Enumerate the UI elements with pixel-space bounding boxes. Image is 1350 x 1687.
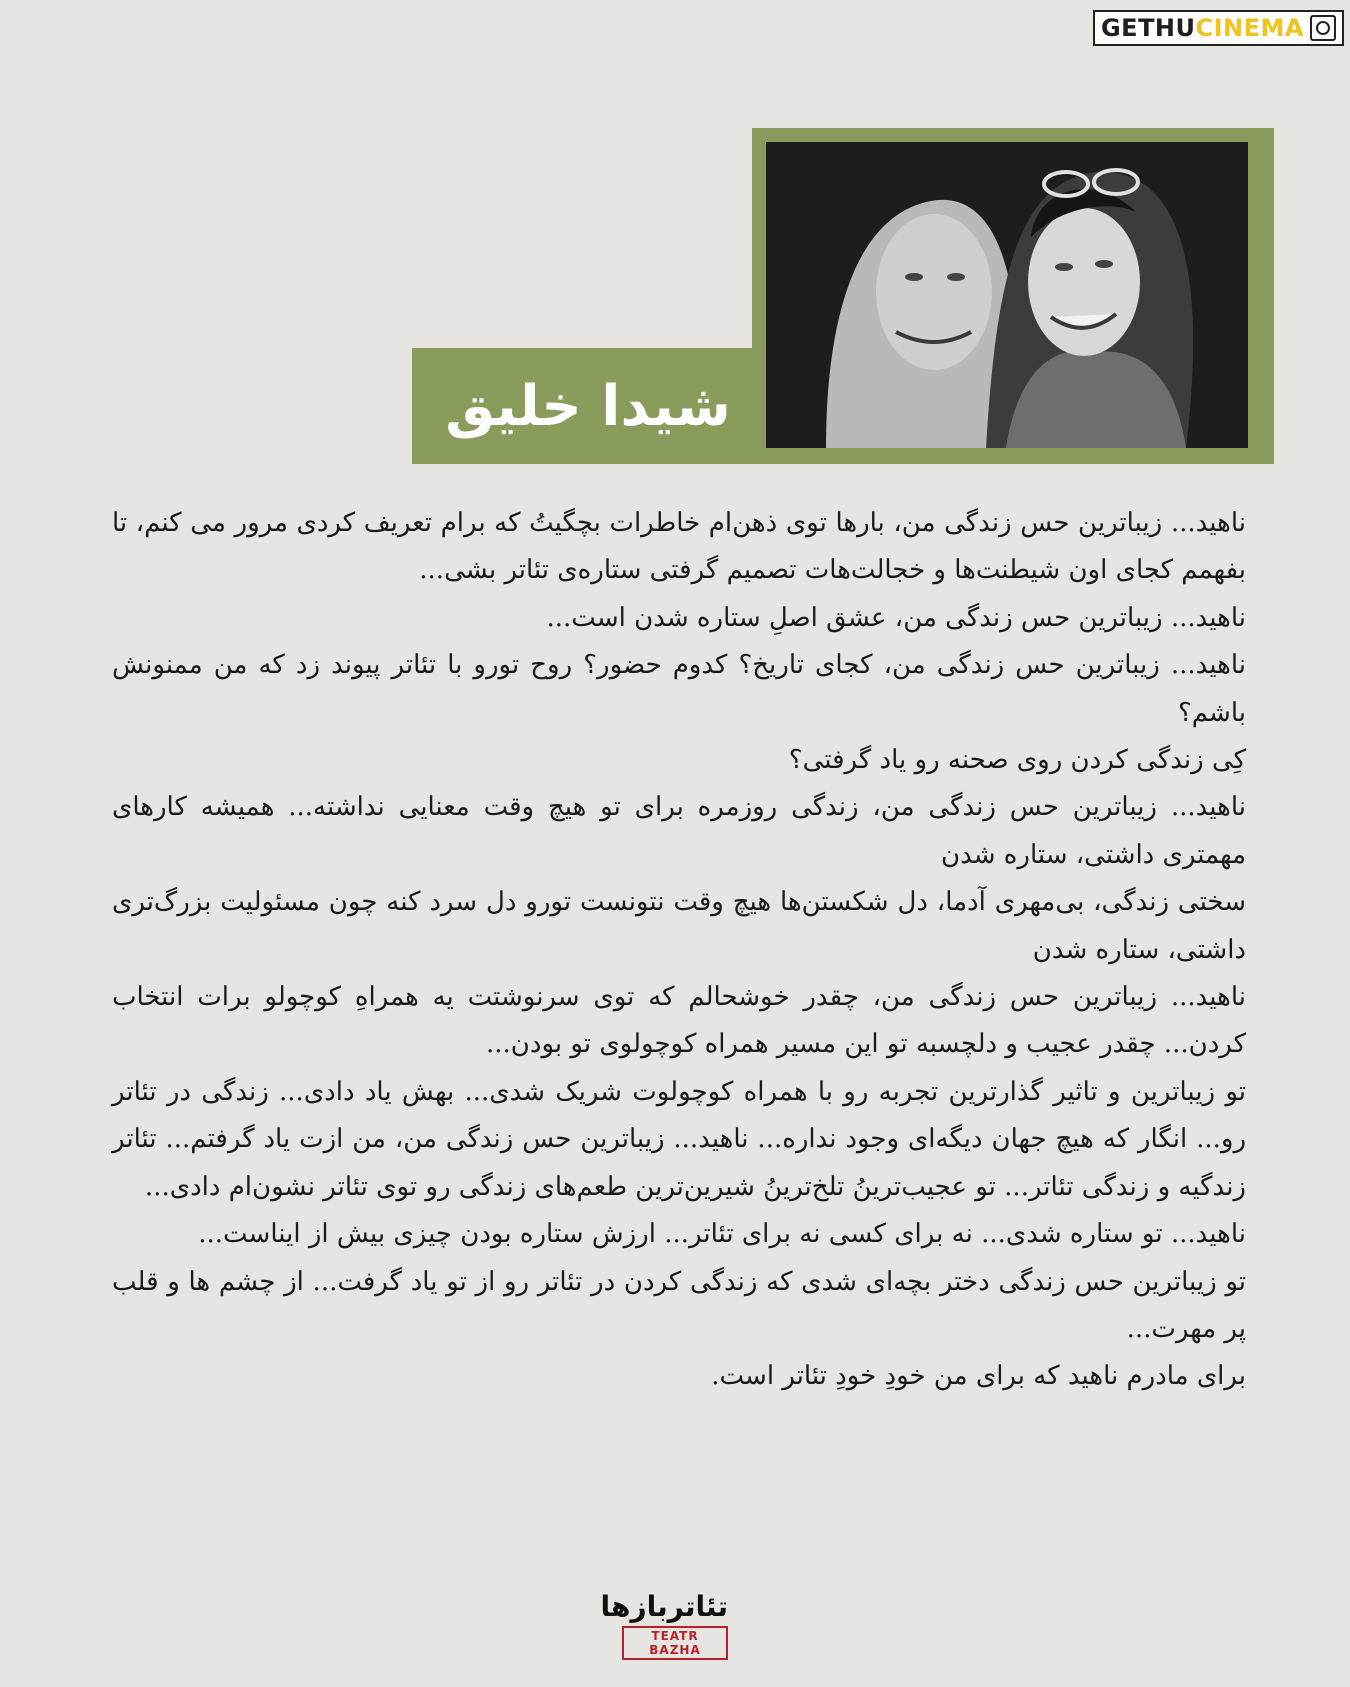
logo-persian-text: تئاتربازها bbox=[600, 1590, 728, 1623]
portrait-illustration bbox=[766, 142, 1248, 448]
paragraph: کِی زندگی کردن روی صحنه رو یاد گرفتی؟ bbox=[788, 745, 1246, 776]
logo-english-text: TEATR BAZHA bbox=[622, 1626, 728, 1660]
paragraph: ناهید... زیباترین حس زندگی من، عشق اصلِ ستاره شدن است... bbox=[546, 602, 1246, 633]
paragraph: ناهید... زیباترین حس زندگی من، چقدر خوشحالم که توی سرنوشتت یه همراهِ کوچولو برات انتخاب کردن... چقدر عجیب و دلچسبه تو این مسیر همراه کوچولوی تو بودن... bbox=[112, 982, 1246, 1060]
watermark-text-part1: GETHU bbox=[1100, 14, 1196, 42]
paragraph: سختی زندگی، بی‌مهری آدما، دل شکستن‌ها هیچ وقت نتونست تورو دل سرد کنه چون مسئولیت بزرگ‌تری داشتی، ستاره شدن bbox=[112, 887, 1246, 965]
paragraph: ناهید... زیباترین حس زندگی من، زندگی روزمره برای تو هیچ وقت معنایی نداشته... همیشه کارهای مهمتری داشتی، ستاره شدن bbox=[112, 792, 1246, 870]
photo-frame bbox=[752, 128, 1274, 464]
paragraph: ناهید... زیباترین حس زندگی من، کجای تاریخ؟ کدوم حضور؟ روح تورو با تئاتر پیوند زد که من ممنونش باشم؟ bbox=[112, 650, 1246, 728]
paragraph: ناهید... تو ستاره شدی... نه برای کسی نه برای تئاتر... ارزش ستاره بودن چیزی بیش از ایناست... bbox=[198, 1219, 1246, 1250]
letter-body bbox=[112, 500, 1246, 1401]
footer-logo bbox=[600, 1590, 728, 1660]
page-title: شیدا خلیق bbox=[445, 373, 731, 439]
paragraph: تو زیباترین حس زندگی دختر بچه‌ای شدی که زندگی کردن در تئاتر رو از تو یاد گرفت... از چشم ها و قلب پر مهرت... bbox=[112, 1266, 1246, 1344]
paragraph: تو زیباترین و تاثیر گذارترین تجربه رو با همراه کوچولوت شریک شدی... بهش یاد دادی... زندگی در تئاتر رو... انگار که هیچ جهان دیگه‌ای وجود نداره... ناهید... زیباترین حس زندگی من، من ازت یاد گرفتم... تئاتر زندگیه و زندگی تئاتر... تو عجیب‌ترینُ تلخ‌ترینُ شیرین‌ترین طعم‌های زندگی رو توی تئاتر نشون‌ام دادی... bbox=[112, 1076, 1246, 1202]
portrait-photo bbox=[766, 142, 1248, 448]
film-camera-icon bbox=[1310, 15, 1336, 41]
name-title-box bbox=[412, 348, 764, 464]
watermark-text-part2: CINEMA bbox=[1195, 14, 1304, 42]
watermark-logo bbox=[1093, 10, 1344, 46]
paragraph: برای مادرم ناهید که برای من خودِ خودِ تئاتر است. bbox=[711, 1361, 1246, 1392]
paragraph: ناهید... زیباترین حس زندگی من، بارها توی ذهن‌ام خاطرات بچگیتُ که برام تعریف کردی مرور می کنم، تا بفهمم کجای اون شیطنت‌ها و خجالت‌هات تصمیم گرفتی ستاره‌ی تئاتر بشی... bbox=[112, 508, 1246, 586]
